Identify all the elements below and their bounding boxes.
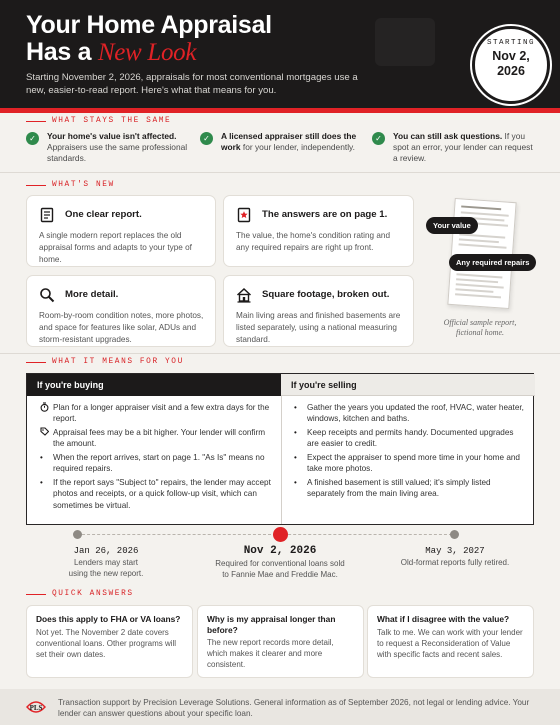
selling-item: • Gather the years you updated the roof, HVAC, water heater, windows, kitchen and baths. bbox=[294, 403, 524, 424]
section-divider bbox=[0, 353, 560, 354]
question: What if I disagree with the value? bbox=[377, 614, 510, 624]
price-tag-icon bbox=[40, 427, 49, 437]
column-divider bbox=[281, 396, 282, 524]
start-date-badge bbox=[472, 26, 550, 104]
intro-text: Starting November 2, 2026, appraisals for most conventional mortgages use a new, easier-to-read report. Here's what that means for you. bbox=[26, 72, 358, 96]
title-accent: New Look bbox=[97, 39, 197, 66]
timeline-date: Jan 26, 2026 bbox=[73, 546, 139, 556]
check-icon: ✓ bbox=[372, 132, 385, 145]
stays-same-text bbox=[393, 131, 538, 164]
question: Why is my appraisal longer than before? bbox=[207, 614, 336, 635]
section-heading-quick-answers bbox=[26, 589, 134, 599]
heading-dash bbox=[26, 185, 46, 186]
timeline-line bbox=[77, 534, 457, 535]
card-body: A single modern report replaces the old appraisal forms and adapts to your type of home. bbox=[39, 231, 192, 264]
card-body: Room-by-room condition notes, more photos, and space for features like solar, ADUs and storm-resistant upgrades. bbox=[39, 311, 204, 344]
magnifier-icon bbox=[39, 287, 55, 303]
answer: Talk to me. We can work with your lender to request a Reconsideration of Value with specific facts and recent sales. bbox=[377, 628, 523, 659]
bullet: • bbox=[40, 453, 43, 462]
check-icon: ✓ bbox=[26, 132, 39, 145]
section-heading-whats-new bbox=[26, 180, 115, 190]
selling-item: • A finished basement is still valued; it's simply listed separately from the main living area. bbox=[294, 478, 491, 499]
pls-logo bbox=[26, 698, 46, 716]
section-heading-means bbox=[26, 357, 184, 367]
question: Does this apply to FHA or VA loans? bbox=[36, 614, 181, 624]
document-icon bbox=[39, 207, 55, 223]
bullet: • bbox=[40, 478, 43, 487]
stays-same-item bbox=[200, 131, 360, 153]
badge-date-line-2: 2026 bbox=[497, 64, 525, 78]
quick-answer-card bbox=[26, 605, 193, 678]
badge-date-line-1: Nov 2, bbox=[492, 49, 530, 63]
bullet: • bbox=[294, 428, 297, 437]
timeline-dot bbox=[450, 530, 459, 539]
timeline-date: May 3, 2027 bbox=[425, 546, 485, 556]
card-body: Main living areas and finished basements are listed separately, using a national measuring standard. bbox=[236, 311, 401, 344]
heading-dash bbox=[26, 594, 46, 595]
stays-same-rest: for your lender, independently. bbox=[240, 142, 355, 152]
page-title bbox=[26, 12, 272, 66]
stays-same-text bbox=[47, 131, 191, 164]
title-line-2: Has a bbox=[26, 38, 98, 66]
section-divider bbox=[0, 172, 560, 173]
stays-same-text bbox=[221, 131, 360, 153]
heading-label: WHAT STAYS THE SAME bbox=[52, 117, 172, 125]
buying-item: • When the report arrives, start on page 1. "As Is" means no required repairs. bbox=[40, 453, 265, 474]
stays-same-item bbox=[372, 131, 538, 164]
timeline-desc: Old-format reports fully retired. bbox=[400, 558, 510, 567]
callout-your-value: Your value bbox=[426, 217, 478, 234]
quick-answer-card bbox=[197, 605, 364, 678]
stays-same-bold: work bbox=[221, 142, 241, 152]
card-body: The value, the home's condition rating and any required repairs are right up front. bbox=[236, 231, 391, 252]
title-line-1: Your Home Appraisal bbox=[26, 11, 272, 39]
card-title: One clear report. bbox=[65, 209, 142, 220]
whats-new-card bbox=[26, 275, 216, 347]
stays-same-rest: Appraisers use the same professional standards. bbox=[47, 142, 188, 163]
bullet: • bbox=[294, 478, 297, 487]
stays-same-rest: If you spot an error, your lender can request a review. bbox=[393, 131, 533, 163]
heading-label: WHAT IT MEANS FOR YOU bbox=[52, 358, 184, 366]
heading-dash bbox=[26, 362, 46, 363]
timeline-dot bbox=[73, 530, 82, 539]
bullet: • bbox=[294, 453, 297, 462]
stays-same-bold: A licensed appraiser still does the bbox=[221, 131, 357, 141]
svg-text:PLS: PLS bbox=[29, 704, 43, 712]
heading-dash bbox=[26, 121, 46, 122]
selling-column-header: If you're selling bbox=[281, 374, 535, 396]
stays-same-item bbox=[26, 131, 191, 164]
timeline-dot-current bbox=[273, 527, 288, 542]
timeline-date-current: Nov 2, 2026 bbox=[243, 545, 317, 557]
buying-item: Appraisal fees may be a bit higher. Your lender will confirm the amount. bbox=[53, 427, 273, 450]
bullet: • bbox=[294, 403, 297, 412]
whats-new-card bbox=[223, 275, 414, 347]
timeline-desc: Lenders may start using the new report. bbox=[68, 558, 144, 578]
buying-item: • If the report says "Subject to" repairs, the lender may accept photos and receipts, or a quick follow-up visit, which can sometimes be virtual. bbox=[40, 478, 271, 510]
whats-new-card bbox=[26, 195, 216, 267]
stays-same-bold: Your home's value isn't affected. bbox=[47, 131, 177, 141]
heading-label: WHAT'S NEW bbox=[52, 181, 115, 189]
house-icon bbox=[236, 287, 252, 303]
card-title: More detail. bbox=[65, 289, 119, 300]
sample-caption: Official sample report, fictional home. bbox=[443, 318, 517, 337]
buying-item: Plan for a longer appraiser visit and a few extra days for the report. bbox=[53, 402, 273, 425]
buying-column-header: If you're buying bbox=[27, 374, 281, 396]
badge-label: STARTING bbox=[486, 39, 535, 47]
quick-answer-card bbox=[367, 605, 534, 678]
card-title: The answers are on page 1. bbox=[262, 209, 388, 220]
check-icon: ✓ bbox=[200, 132, 213, 145]
footer-disclaimer: Transaction support by Precision Leverage Solutions. General information as of September 2026, not legal or lending advice. Your lender can answer questions about your specific loan. bbox=[58, 698, 530, 718]
stays-same-bold: You can still ask questions. bbox=[393, 131, 503, 141]
section-heading-stays-same bbox=[26, 116, 171, 126]
buyer-seller-table bbox=[26, 373, 534, 525]
star-document-icon bbox=[236, 207, 252, 223]
footer bbox=[0, 689, 560, 725]
timeline-desc: Required for conventional loans sold to Fannie Mae and Freddie Mac. bbox=[215, 559, 345, 579]
answer: Not yet. The November 2 date covers conventional loans. Other programs will set their own dates. bbox=[36, 628, 177, 659]
selling-item: • Keep receipts and permits handy. Documented upgrades are easier to credit. bbox=[294, 428, 514, 449]
stopwatch-icon bbox=[40, 402, 49, 412]
heading-label: QUICK ANSWERS bbox=[52, 590, 134, 598]
callout-required-repairs: Any required repairs bbox=[449, 254, 536, 271]
card-title: Square footage, broken out. bbox=[262, 289, 390, 300]
whats-new-card bbox=[223, 195, 414, 267]
header-accent-bar bbox=[0, 108, 560, 113]
selling-item: • Expect the appraiser to spend more time in your home and take more photos. bbox=[294, 453, 520, 474]
header-placeholder-box bbox=[375, 18, 435, 66]
answer: The new report records more detail, which makes it clearer and more consistent. bbox=[207, 638, 334, 669]
